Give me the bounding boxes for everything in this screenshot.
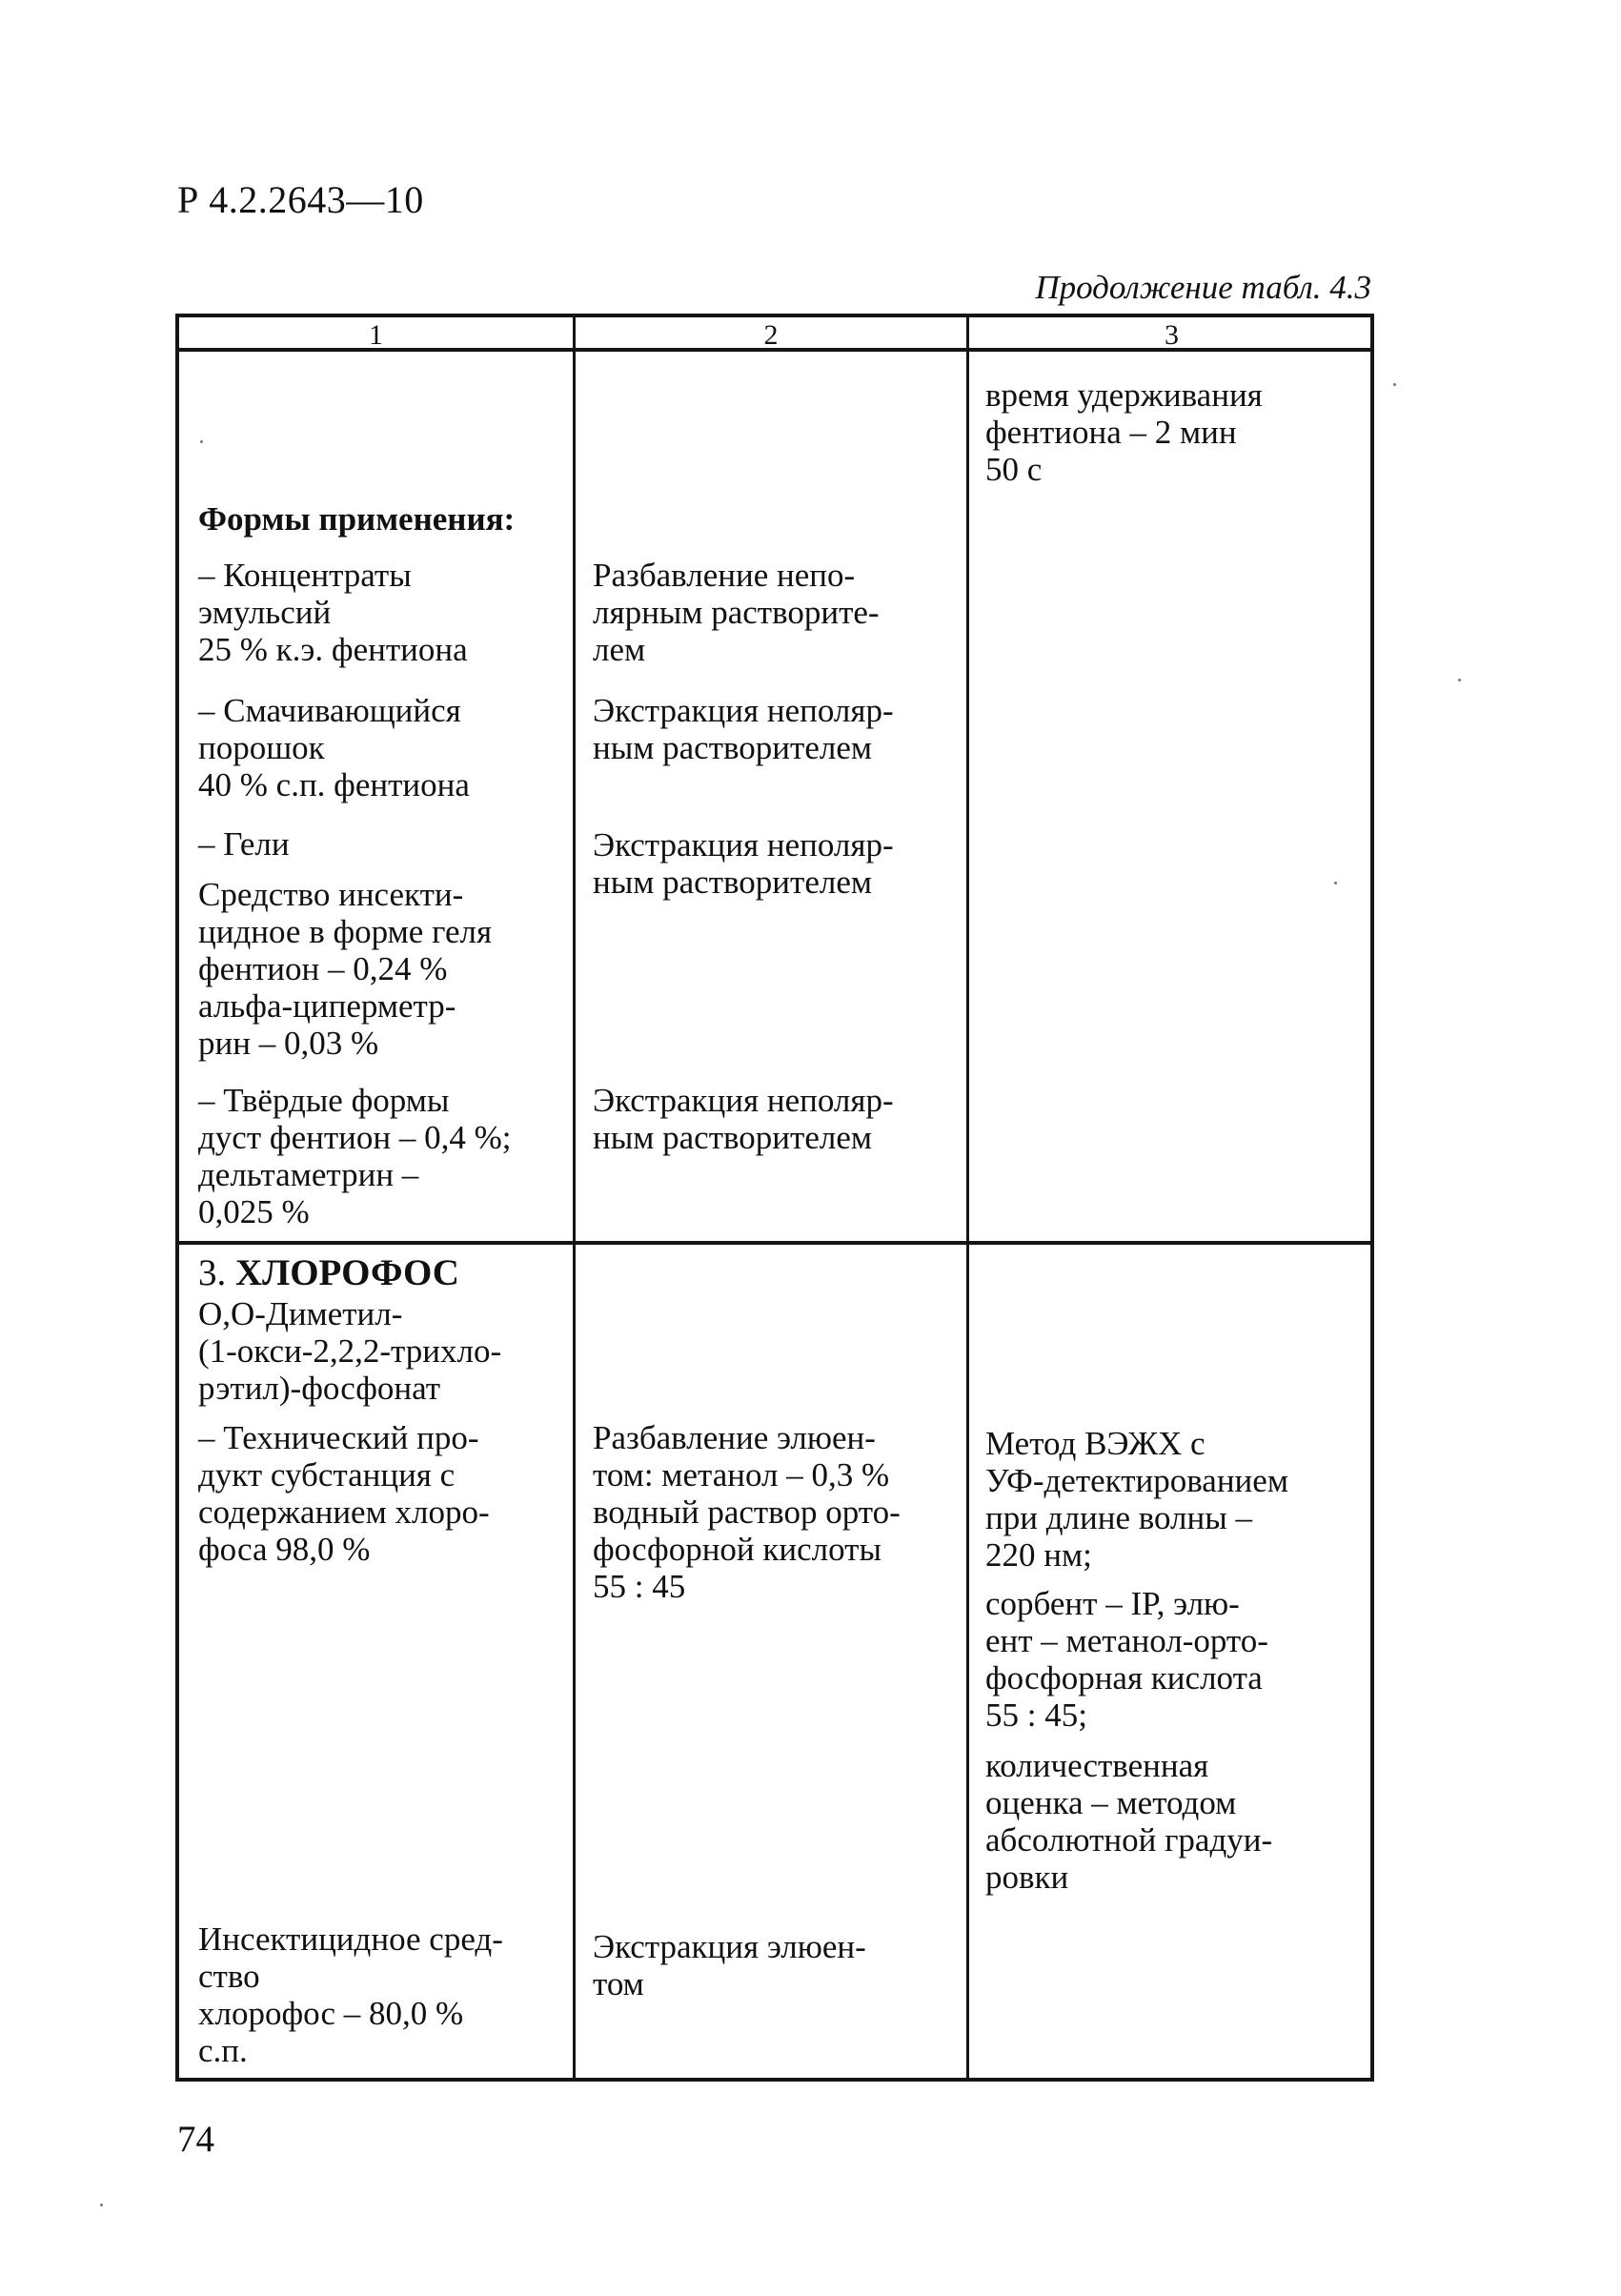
method-paragraph-1: Метод ВЭЖХ с УФ-детектированием при длине волны – 220 нм; <box>985 1425 1288 1574</box>
substance-number: 3. <box>198 1252 227 1293</box>
substance-title <box>198 1253 459 1293</box>
insecticide-col2: Экстракция элюен- том <box>593 1928 866 2002</box>
form-row-2-col2: Экстракция неполяр- ным растворителем <box>593 692 894 766</box>
scan-speck <box>100 2204 103 2206</box>
technical-product-col1: – Технический про- дукт субстанция с содержанием хлоро- фоса 98,0 % <box>198 1419 490 1568</box>
table-continuation-caption: Продолжение табл. 4.3 <box>1035 269 1371 306</box>
retention-time-text: время удерживания фентиона – 2 мин 50 с <box>985 376 1263 488</box>
scan-speck <box>1458 679 1461 681</box>
form-row-3-heading: – Гели <box>198 825 290 863</box>
form-row-4-col1: – Твёрдые формы дуст фентион – 0,4 %; дельтаметрин – 0,025 % <box>198 1082 512 1230</box>
substance-name: ХЛОРОФОС <box>235 1252 459 1293</box>
technical-product-col2: Разбавление элюен- том: метанол – 0,3 % водный раствор орто- фосфорной кислоты 55 : 45 <box>593 1419 901 1605</box>
column-number-1: 1 <box>369 319 383 351</box>
scan-speck <box>1334 882 1337 884</box>
column-divider-2 <box>966 317 969 2078</box>
column-number-3: 3 <box>1165 319 1179 351</box>
insecticide-col1: Инсектицидное сред- ство хлорофос – 80,0 % с.п. <box>198 1920 503 2069</box>
forms-title: Формы применения: <box>198 500 516 538</box>
method-paragraph-2: сорбент – IP, элю- ент – метанол-орто- фосфорная кислота 55 : 45; <box>985 1585 1268 1734</box>
form-row-1-col1: – Концентраты эмульсий 25 % к.э. фентиона <box>198 557 468 668</box>
scan-speck <box>200 440 203 443</box>
substance-chemical-name: О,О-Диметил- (1-окси-2,2,2-трихло- рэтил)-фосфонат <box>198 1295 502 1407</box>
column-number-2: 2 <box>763 319 779 351</box>
form-row-1-col2: Разбавление непо- лярным растворите- лем <box>593 557 880 668</box>
page-number: 74 <box>177 2119 214 2160</box>
form-row-3-col1: Средство инсекти- цидное в форме геля фентион – 0,24 % альфа-циперметр- рин – 0,03 % <box>198 876 493 1062</box>
form-row-3-col2: Экстракция неполяр- ным растворителем <box>593 826 894 901</box>
data-table <box>175 314 1374 2082</box>
form-row-4-col2: Экстракция неполяр- ным растворителем <box>593 1082 894 1156</box>
column-divider-1 <box>573 317 576 2078</box>
method-paragraph-3: количественная оценка – методом абсолютной градуи- ровки <box>985 1747 1273 1896</box>
form-row-2-col1: – Смачивающийся порошок 40 % с.п. фентиона <box>198 692 470 803</box>
block-divider <box>179 1241 1370 1245</box>
scan-speck <box>1393 383 1396 386</box>
document-code: Р 4.2.2643—10 <box>177 178 424 221</box>
